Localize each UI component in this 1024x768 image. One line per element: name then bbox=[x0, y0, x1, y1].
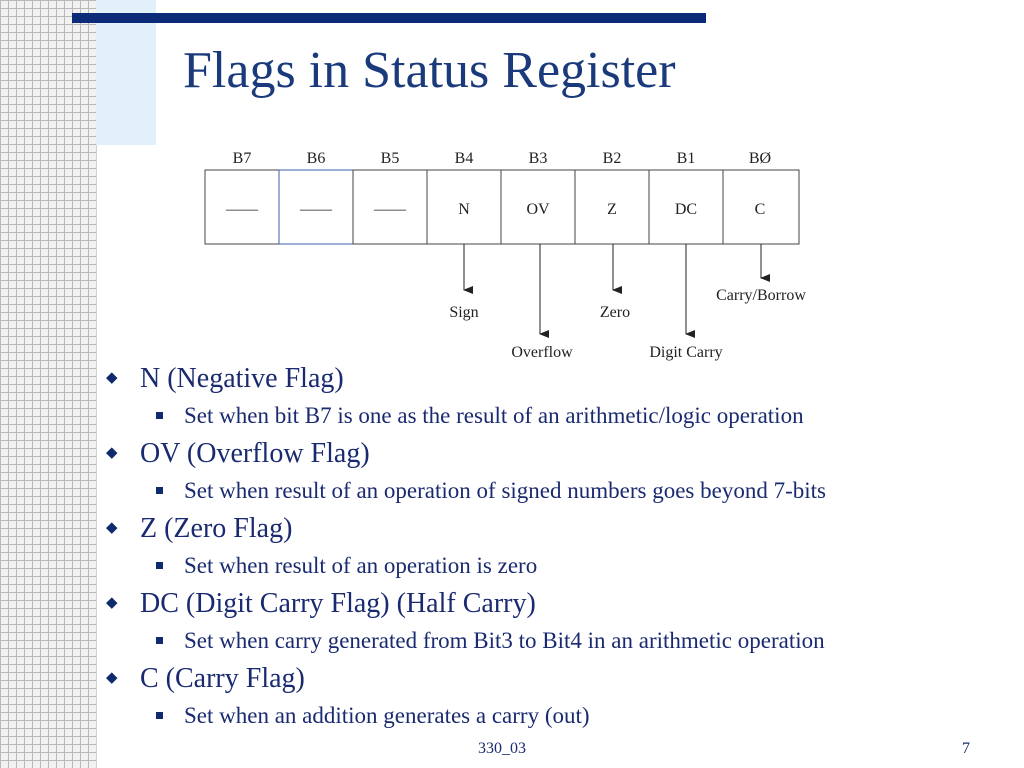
register-cells bbox=[205, 170, 799, 244]
page-number: 7 bbox=[962, 740, 970, 757]
cell-text-b6: —— bbox=[300, 201, 332, 218]
diamond-bullet-icon: ◆ bbox=[106, 445, 118, 461]
cell-text-ov: OV bbox=[526, 201, 550, 218]
square-bullet-icon bbox=[156, 562, 163, 569]
bullet-detail: Set when result of an operation is zero bbox=[184, 553, 538, 578]
bit-label-b1: B1 bbox=[676, 150, 696, 167]
square-bullet-icon bbox=[156, 712, 163, 719]
title-bar-decoration bbox=[72, 13, 706, 23]
slide-title: Flags in Status Register bbox=[183, 42, 676, 99]
callout-zero: Zero bbox=[599, 304, 631, 321]
sub-bullet-n-flag bbox=[104, 397, 1004, 435]
cell-text-b5: —— bbox=[374, 201, 406, 218]
register-cell-b4 bbox=[427, 170, 501, 244]
bit-label-b6: B6 bbox=[306, 150, 326, 167]
left-grid-decoration bbox=[0, 0, 97, 768]
sub-bullet-z-flag bbox=[104, 547, 1004, 585]
bit-label-b0: BØ bbox=[748, 150, 772, 167]
register-cell-b7 bbox=[205, 170, 279, 244]
bit-label-b5: B5 bbox=[380, 150, 400, 167]
register-cell-b1 bbox=[649, 170, 723, 244]
bullet-heading: C (Carry Flag) bbox=[140, 663, 305, 694]
diamond-bullet-icon: ◆ bbox=[106, 370, 118, 386]
cell-text-b7: —— bbox=[226, 201, 258, 218]
callout-overflow: Overflow bbox=[511, 344, 573, 361]
register-cell-b2 bbox=[575, 170, 649, 244]
register-cell-b0 bbox=[723, 170, 799, 244]
bit-label-b3: B3 bbox=[528, 150, 548, 167]
callout-digit-carry: Digit Carry bbox=[649, 344, 723, 361]
square-bullet-icon bbox=[156, 637, 163, 644]
bullet-ov-flag bbox=[104, 435, 1004, 472]
bullet-c-flag bbox=[104, 660, 1004, 697]
bullet-dc-flag bbox=[104, 585, 1004, 622]
footer-course-code: 330_03 bbox=[478, 740, 526, 757]
bullet-detail: Set when an addition generates a carry (out) bbox=[184, 703, 590, 728]
register-cell-b6 bbox=[279, 170, 353, 244]
diamond-bullet-icon: ◆ bbox=[106, 595, 118, 611]
bullet-heading: DC (Digit Carry Flag) (Half Carry) bbox=[140, 588, 536, 619]
callout-carry-borrow: Carry/Borrow bbox=[716, 287, 806, 304]
bullet-list bbox=[104, 360, 1004, 735]
sub-bullet-c-flag bbox=[104, 697, 1004, 735]
bit-label-b2: B2 bbox=[602, 150, 622, 167]
bullet-detail: Set when carry generated from Bit3 to Bit4 in an arithmetic operation bbox=[184, 628, 825, 653]
diamond-bullet-icon: ◆ bbox=[106, 520, 118, 536]
diamond-bullet-icon: ◆ bbox=[106, 670, 118, 686]
cell-text-n: N bbox=[458, 201, 470, 218]
bullet-detail: Set when bit B7 is one as the result of an arithmetic/logic operation bbox=[184, 403, 804, 428]
sub-bullet-dc-flag bbox=[104, 622, 1004, 660]
bullet-detail: Set when result of an operation of signed numbers goes beyond 7-bits bbox=[184, 478, 826, 503]
bullet-n-flag bbox=[104, 360, 1004, 397]
callout-sign: Sign bbox=[449, 304, 479, 321]
register-cell-b5 bbox=[353, 170, 427, 244]
square-bullet-icon bbox=[156, 487, 163, 494]
bullet-heading: OV (Overflow Flag) bbox=[140, 438, 370, 469]
square-bullet-icon bbox=[156, 412, 163, 419]
cell-text-c: C bbox=[754, 201, 766, 218]
sub-bullet-ov-flag bbox=[104, 472, 1004, 510]
bullet-z-flag bbox=[104, 510, 1004, 547]
bit-label-b7: B7 bbox=[232, 150, 252, 167]
register-cell-b3 bbox=[501, 170, 575, 244]
bullet-heading: N (Negative Flag) bbox=[140, 363, 344, 394]
cell-text-z: Z bbox=[607, 201, 617, 218]
cell-text-dc: DC bbox=[674, 201, 698, 218]
bit-label-b4: B4 bbox=[454, 150, 474, 167]
bullet-heading: Z (Zero Flag) bbox=[140, 513, 293, 544]
